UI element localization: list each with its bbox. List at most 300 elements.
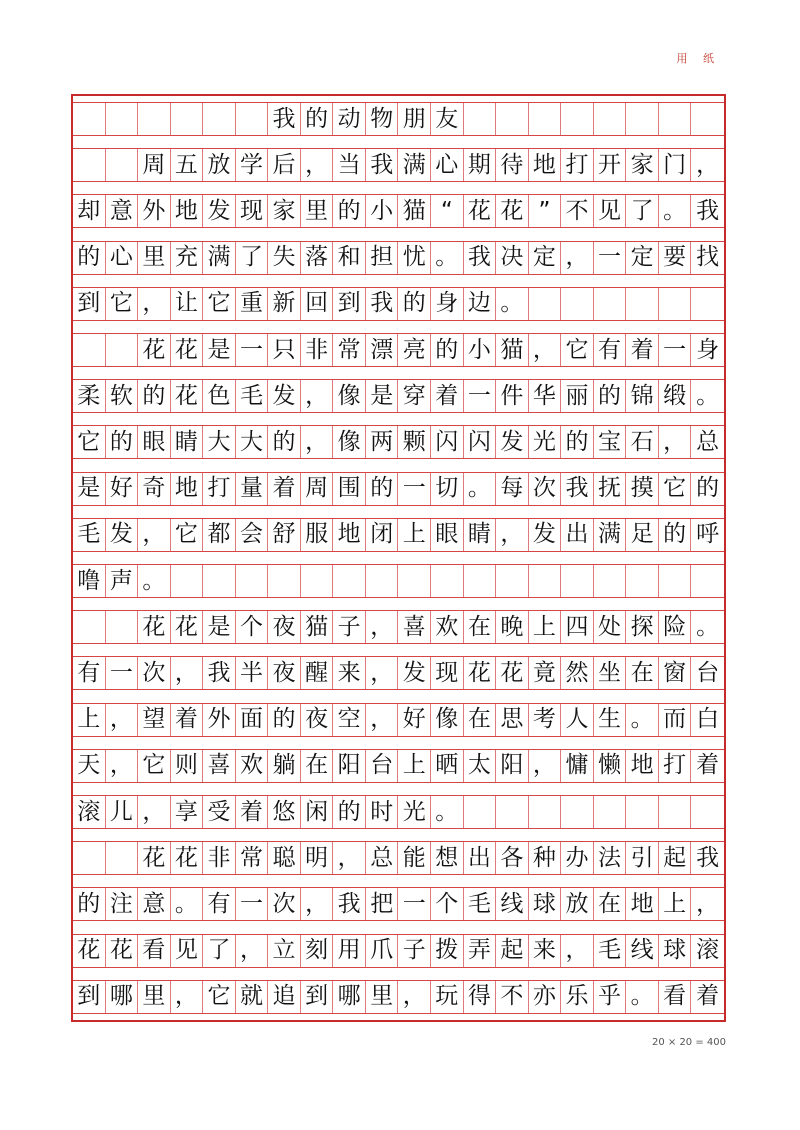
grid-cell: 天 bbox=[73, 750, 106, 782]
grid-cell bbox=[594, 103, 627, 135]
grid-cell: 总 bbox=[696, 428, 720, 455]
grid-cell: 闪 bbox=[431, 426, 464, 458]
grid-cell: 摸 bbox=[626, 473, 659, 505]
grid-cell: 发 bbox=[268, 380, 301, 412]
grid-cell: 在 bbox=[594, 888, 627, 920]
grid-cell: 坐 bbox=[594, 657, 627, 689]
grid-cell: 里 bbox=[301, 195, 334, 227]
grid-cell: 发 bbox=[398, 657, 431, 689]
grid-cell: 明 bbox=[301, 842, 334, 874]
grid-cell: 的 bbox=[594, 380, 627, 412]
grid-cell: 了 bbox=[236, 242, 269, 274]
grid-cell: 小 bbox=[464, 334, 497, 366]
grid-cell: 打 bbox=[659, 750, 692, 782]
grid-cell: 上 bbox=[529, 611, 562, 643]
grid-cell: 总 bbox=[366, 842, 399, 874]
grid-cell: 外 bbox=[203, 704, 236, 736]
grid-cell: 欢 bbox=[431, 611, 464, 643]
grid-cell: 。 bbox=[659, 195, 692, 227]
grid-cell: 在 bbox=[464, 704, 497, 736]
grid-cell: 家 bbox=[268, 195, 301, 227]
grid-cell bbox=[659, 565, 692, 597]
grid-cell: ” bbox=[529, 195, 562, 227]
grid-cell: ， bbox=[561, 242, 594, 274]
grid-cell: ， bbox=[171, 981, 204, 1013]
grid-cell: 光 bbox=[529, 426, 562, 458]
grid-cell: 的 bbox=[106, 426, 139, 458]
grid-cell: 醒 bbox=[301, 657, 334, 689]
grid-cell: 了 bbox=[203, 935, 236, 967]
grid-cell: 。 bbox=[464, 473, 497, 505]
grid-cell: 地 bbox=[529, 149, 562, 181]
text-row bbox=[73, 749, 724, 783]
grid-cell: 弄 bbox=[464, 935, 497, 967]
grid-cell: ， bbox=[529, 334, 562, 366]
grid-cell: 。 bbox=[171, 888, 204, 920]
grid-cell: 。 bbox=[696, 613, 720, 640]
grid-cell bbox=[626, 103, 659, 135]
grid-cell bbox=[496, 565, 529, 597]
grid-cell: 穿 bbox=[398, 380, 431, 412]
grid-cell: 小 bbox=[366, 195, 399, 227]
grid-cell: 享 bbox=[171, 796, 204, 828]
grid-cell: 发 bbox=[203, 195, 236, 227]
grid-cell: 。 bbox=[431, 242, 464, 274]
grid-cell: 出 bbox=[464, 842, 497, 874]
grid-cell: 面 bbox=[236, 704, 269, 736]
grid-cell bbox=[203, 103, 236, 135]
grid-cell: 定 bbox=[626, 242, 659, 274]
grid-cell bbox=[496, 103, 529, 135]
grid-cell: 周 bbox=[138, 149, 171, 181]
grid-cell: 眼 bbox=[431, 519, 464, 551]
grid-cell: ， bbox=[301, 888, 334, 920]
grid-cell: 毛 bbox=[594, 935, 627, 967]
grid-cell: 打 bbox=[203, 473, 236, 505]
text-row bbox=[73, 841, 724, 875]
grid-cell: 花 bbox=[171, 334, 204, 366]
grid-cell: 一 bbox=[398, 888, 431, 920]
grid-cell: 滚 bbox=[73, 796, 106, 828]
grid-cell: 好 bbox=[398, 704, 431, 736]
grid-cell: 。 bbox=[138, 565, 171, 597]
grid-cell: 满 bbox=[398, 149, 431, 181]
grid-cell: 一 bbox=[659, 334, 692, 366]
grid-cell bbox=[626, 796, 659, 828]
grid-cell: 开 bbox=[594, 149, 627, 181]
grid-cell: 立 bbox=[268, 935, 301, 967]
grid-cell: 起 bbox=[659, 842, 692, 874]
grid-cell: 白 bbox=[696, 706, 720, 733]
grid-cell: 找 bbox=[696, 244, 720, 271]
grid-cell: 当 bbox=[333, 149, 366, 181]
grid-cell: ， bbox=[366, 611, 399, 643]
grid-cell: 的 bbox=[268, 704, 301, 736]
grid-cell: 探 bbox=[626, 611, 659, 643]
grid-cell: 的 bbox=[561, 426, 594, 458]
grid-cell bbox=[594, 796, 627, 828]
grid-cell bbox=[106, 103, 139, 135]
grid-cell: 我 bbox=[203, 657, 236, 689]
grid-cell: 地 bbox=[333, 519, 366, 551]
grid-cell: 放 bbox=[203, 149, 236, 181]
grid-cell: 我 bbox=[268, 103, 301, 135]
grid-cell: 的 bbox=[431, 334, 464, 366]
grid-cell: 刻 bbox=[301, 935, 334, 967]
grid-cell bbox=[691, 288, 724, 320]
grid-cell: 发 bbox=[106, 519, 139, 551]
grid-cell: 一 bbox=[236, 888, 269, 920]
grid-cell: 花 bbox=[138, 842, 171, 874]
grid-cell: 思 bbox=[496, 704, 529, 736]
grid-cell bbox=[171, 565, 204, 597]
grid-cell: 锦 bbox=[626, 380, 659, 412]
grid-cell: 门 bbox=[659, 149, 692, 181]
grid-cell: 能 bbox=[398, 842, 431, 874]
grid-cell: 都 bbox=[203, 519, 236, 551]
grid-cell: 生 bbox=[594, 704, 627, 736]
grid-cell: 心 bbox=[431, 149, 464, 181]
grid-cell: 毛 bbox=[464, 888, 497, 920]
grid-cell: 失 bbox=[268, 242, 301, 274]
grid-cell: 。 bbox=[696, 382, 720, 409]
grid-cell: 的 bbox=[301, 103, 334, 135]
grid-cell: 它 bbox=[171, 519, 204, 551]
grid-cell: 喜 bbox=[203, 750, 236, 782]
title-row bbox=[73, 102, 724, 136]
grid-cell: ， bbox=[659, 426, 692, 458]
grid-cell bbox=[106, 149, 139, 181]
grid-cell: 忧 bbox=[398, 242, 431, 274]
grid-cell: 在 bbox=[626, 657, 659, 689]
grid-cell: 它 bbox=[203, 288, 236, 320]
grid-cell: 量 bbox=[236, 473, 269, 505]
grid-cell: 。 bbox=[626, 981, 659, 1013]
grid-cell bbox=[203, 565, 236, 597]
grid-cell: 要 bbox=[659, 242, 692, 274]
grid-cell: 次 bbox=[138, 657, 171, 689]
grid-cell: 的 bbox=[333, 796, 366, 828]
grid-cell: ， bbox=[333, 842, 366, 874]
grid-cell bbox=[691, 796, 724, 828]
grid-cell: ， bbox=[496, 519, 529, 551]
grid-cell: 里 bbox=[138, 981, 171, 1013]
grid-cell: 我 bbox=[333, 888, 366, 920]
grid-cell: 。 bbox=[431, 796, 464, 828]
grid-cell: 定 bbox=[529, 242, 562, 274]
grid-cell: 儿 bbox=[106, 796, 139, 828]
grid-cell: 次 bbox=[268, 888, 301, 920]
grid-cell: 上 bbox=[73, 704, 106, 736]
grid-cell: 我 bbox=[561, 473, 594, 505]
grid-cell: 用 bbox=[333, 935, 366, 967]
grid-cell: 它 bbox=[203, 981, 236, 1013]
grid-cell: 爪 bbox=[366, 935, 399, 967]
grid-cell bbox=[106, 842, 139, 874]
grid-cell: 呼 bbox=[696, 521, 720, 548]
grid-cell: 意 bbox=[106, 195, 139, 227]
grid-cell: 期 bbox=[464, 149, 497, 181]
grid-cell: 夜 bbox=[301, 704, 334, 736]
grid-cell: 是 bbox=[366, 380, 399, 412]
grid-cell: 受 bbox=[203, 796, 236, 828]
grid-cell: 懒 bbox=[594, 750, 627, 782]
grid-cell: 乐 bbox=[561, 981, 594, 1013]
grid-cell: 子 bbox=[398, 935, 431, 967]
text-row bbox=[73, 241, 724, 275]
grid-cell: 得 bbox=[464, 981, 497, 1013]
text-row bbox=[73, 518, 724, 552]
grid-cell: 着 bbox=[696, 983, 720, 1010]
grid-cell: ， bbox=[171, 657, 204, 689]
grid-cell: 两 bbox=[366, 426, 399, 458]
grid-cell: 花 bbox=[171, 380, 204, 412]
grid-cell: 地 bbox=[626, 750, 659, 782]
grid-cell: 看 bbox=[138, 935, 171, 967]
grid-cell bbox=[626, 565, 659, 597]
grid-cell: 想 bbox=[431, 842, 464, 874]
grid-cell: 着 bbox=[626, 334, 659, 366]
grid-cell: 半 bbox=[236, 657, 269, 689]
grid-cell: 着 bbox=[268, 473, 301, 505]
grid-cell: 后 bbox=[268, 149, 301, 181]
grid-cell: 球 bbox=[659, 935, 692, 967]
grid-cell: 的 bbox=[659, 519, 692, 551]
grid-cell: 夜 bbox=[268, 657, 301, 689]
grid-cell: 地 bbox=[171, 473, 204, 505]
grid-cell: 的 bbox=[696, 475, 720, 502]
grid-cell bbox=[464, 796, 497, 828]
grid-cell: 哪 bbox=[333, 981, 366, 1013]
grid-cell: 有 bbox=[594, 334, 627, 366]
grid-cell: 缎 bbox=[659, 380, 692, 412]
grid-cell: 太 bbox=[464, 750, 497, 782]
grid-cell: 花 bbox=[464, 657, 497, 689]
grid-cell: 则 bbox=[171, 750, 204, 782]
grid-cell: 拨 bbox=[431, 935, 464, 967]
grid-cell bbox=[171, 103, 204, 135]
grid-cell: 每 bbox=[496, 473, 529, 505]
grid-cell bbox=[594, 288, 627, 320]
grid-cell: 险 bbox=[659, 611, 692, 643]
grid-cell: ， bbox=[398, 981, 431, 1013]
grid-cell bbox=[659, 288, 692, 320]
grid-cell bbox=[236, 103, 269, 135]
grid-cell: 里 bbox=[366, 981, 399, 1013]
grid-cell: 漂 bbox=[366, 334, 399, 366]
grid-cell: 华 bbox=[529, 380, 562, 412]
grid-cell: 现 bbox=[236, 195, 269, 227]
grid-cell bbox=[691, 565, 724, 597]
grid-cell: 发 bbox=[496, 426, 529, 458]
grid-cell: 里 bbox=[138, 242, 171, 274]
grid-cell: 阳 bbox=[496, 750, 529, 782]
grid-cell: 到 bbox=[301, 981, 334, 1013]
grid-cell: 人 bbox=[561, 704, 594, 736]
grid-cell: 望 bbox=[138, 704, 171, 736]
grid-cell: 法 bbox=[594, 842, 627, 874]
grid-cell bbox=[73, 842, 106, 874]
grid-cell: 放 bbox=[561, 888, 594, 920]
grid-cell: 软 bbox=[106, 380, 139, 412]
grid-cell: 躺 bbox=[268, 750, 301, 782]
grid-cell: 地 bbox=[626, 888, 659, 920]
grid-cell: ， bbox=[106, 704, 139, 736]
grid-cell: ， bbox=[696, 890, 720, 917]
grid-cell: 丽 bbox=[561, 380, 594, 412]
grid-cell: 的 bbox=[398, 288, 431, 320]
grid-cell: 毛 bbox=[73, 519, 106, 551]
grid-cell: 心 bbox=[106, 242, 139, 274]
grid-cell: ， bbox=[366, 704, 399, 736]
grid-cell: 夜 bbox=[268, 611, 301, 643]
grid-cell: 来 bbox=[529, 935, 562, 967]
grid-cell: 毛 bbox=[236, 380, 269, 412]
grid-cell: 我 bbox=[464, 242, 497, 274]
grid-cell bbox=[464, 565, 497, 597]
grid-cell: 奇 bbox=[138, 473, 171, 505]
grid-cell bbox=[561, 796, 594, 828]
grid-cell: 的 bbox=[366, 473, 399, 505]
grid-cell: 办 bbox=[561, 842, 594, 874]
text-row bbox=[73, 980, 724, 1014]
grid-cell: 一 bbox=[398, 473, 431, 505]
grid-cell: 着 bbox=[171, 704, 204, 736]
grid-cell: 常 bbox=[236, 842, 269, 874]
grid-cell: 会 bbox=[236, 519, 269, 551]
grid-cell bbox=[529, 796, 562, 828]
grid-cell: 意 bbox=[138, 888, 171, 920]
grid-cell bbox=[398, 565, 431, 597]
grid-cell bbox=[106, 611, 139, 643]
grid-cell bbox=[691, 103, 724, 135]
grid-cell: 亮 bbox=[398, 334, 431, 366]
grid-cell: 的 bbox=[73, 888, 106, 920]
grid-cell: 线 bbox=[496, 888, 529, 920]
grid-cell: 来 bbox=[333, 657, 366, 689]
grid-cell: 友 bbox=[431, 103, 464, 135]
grid-cell: 花 bbox=[138, 334, 171, 366]
grid-cell: 空 bbox=[333, 704, 366, 736]
grid-cell: ， bbox=[696, 151, 720, 178]
grid-cell: 晚 bbox=[496, 611, 529, 643]
grid-cell: 一 bbox=[106, 657, 139, 689]
grid-cell: 一 bbox=[464, 380, 497, 412]
text-row bbox=[73, 656, 724, 690]
grid-cell: ， bbox=[106, 750, 139, 782]
grid-cell bbox=[529, 288, 562, 320]
grid-cell: 让 bbox=[171, 288, 204, 320]
grid-cell: 在 bbox=[301, 750, 334, 782]
grid-cell: 猫 bbox=[398, 195, 431, 227]
grid-cell: 外 bbox=[138, 195, 171, 227]
grid-cell: 猫 bbox=[496, 334, 529, 366]
grid-cell: 着 bbox=[431, 380, 464, 412]
text-row bbox=[73, 287, 724, 321]
grid-cell: 把 bbox=[366, 888, 399, 920]
grid-cell: 学 bbox=[236, 149, 269, 181]
grid-cell: 像 bbox=[431, 704, 464, 736]
grid-cell: ， bbox=[301, 149, 334, 181]
grid-cell: 喜 bbox=[398, 611, 431, 643]
grid-cell: 有 bbox=[203, 888, 236, 920]
grid-cell: 我 bbox=[696, 844, 720, 871]
grid-cell: 声 bbox=[106, 565, 139, 597]
grid-cell: 光 bbox=[398, 796, 431, 828]
grid-cell: 大 bbox=[236, 426, 269, 458]
grid-cell: ， bbox=[301, 380, 334, 412]
grid-cell: 各 bbox=[496, 842, 529, 874]
text-row bbox=[73, 333, 724, 367]
grid-cell: 像 bbox=[333, 426, 366, 458]
text-row bbox=[73, 703, 724, 737]
grid-cell: 种 bbox=[529, 842, 562, 874]
grid-cell: ， bbox=[561, 935, 594, 967]
grid-cell: 是 bbox=[203, 611, 236, 643]
text-row bbox=[73, 472, 724, 506]
grid-cell: 担 bbox=[366, 242, 399, 274]
text-row bbox=[73, 934, 724, 968]
grid-cell: 抚 bbox=[594, 473, 627, 505]
grid-cell bbox=[106, 334, 139, 366]
grid-cell: ， bbox=[138, 288, 171, 320]
grid-cell bbox=[236, 565, 269, 597]
grid-cell: 到 bbox=[333, 288, 366, 320]
grid-cell: 花 bbox=[496, 195, 529, 227]
grid-cell: 花 bbox=[496, 657, 529, 689]
grid-cell: 它 bbox=[561, 334, 594, 366]
grid-cell: 引 bbox=[626, 842, 659, 874]
grid-cell: 花 bbox=[464, 195, 497, 227]
grid-cell: 它 bbox=[138, 750, 171, 782]
grid-cell: 色 bbox=[203, 380, 236, 412]
grid-cell: 是 bbox=[203, 334, 236, 366]
grid-cell: 重 bbox=[236, 288, 269, 320]
grid-cell: 物 bbox=[366, 103, 399, 135]
grid-cell bbox=[529, 565, 562, 597]
grid-cell: 动 bbox=[333, 103, 366, 135]
grid-cell: 身 bbox=[696, 336, 720, 363]
grid-cell: ， bbox=[138, 796, 171, 828]
grid-cell: 我 bbox=[696, 197, 720, 224]
grid-cell bbox=[659, 796, 692, 828]
grid-cell bbox=[496, 796, 529, 828]
text-row bbox=[73, 564, 724, 598]
grid-cell bbox=[333, 565, 366, 597]
grid-cell: 考 bbox=[529, 704, 562, 736]
grid-cell: 闲 bbox=[301, 796, 334, 828]
grid-cell: 在 bbox=[464, 611, 497, 643]
grid-cell: ， bbox=[138, 519, 171, 551]
grid-cell: ， bbox=[529, 750, 562, 782]
grid-cell bbox=[301, 565, 334, 597]
grid-cell: 窗 bbox=[659, 657, 692, 689]
grid-cell: 的 bbox=[138, 380, 171, 412]
grid-cell: 常 bbox=[333, 334, 366, 366]
grid-cell: 宝 bbox=[594, 426, 627, 458]
grid-cell: 它 bbox=[106, 288, 139, 320]
writing-grid bbox=[71, 94, 726, 1022]
grid-cell: 追 bbox=[268, 981, 301, 1013]
grid-cell bbox=[561, 103, 594, 135]
grid-cell: 充 bbox=[171, 242, 204, 274]
grid-cell: 切 bbox=[431, 473, 464, 505]
grid-cell: 个 bbox=[236, 611, 269, 643]
grid-cell: 只 bbox=[268, 334, 301, 366]
grid-cell: 阳 bbox=[333, 750, 366, 782]
grid-cell: 大 bbox=[203, 426, 236, 458]
grid-cell: 见 bbox=[594, 195, 627, 227]
